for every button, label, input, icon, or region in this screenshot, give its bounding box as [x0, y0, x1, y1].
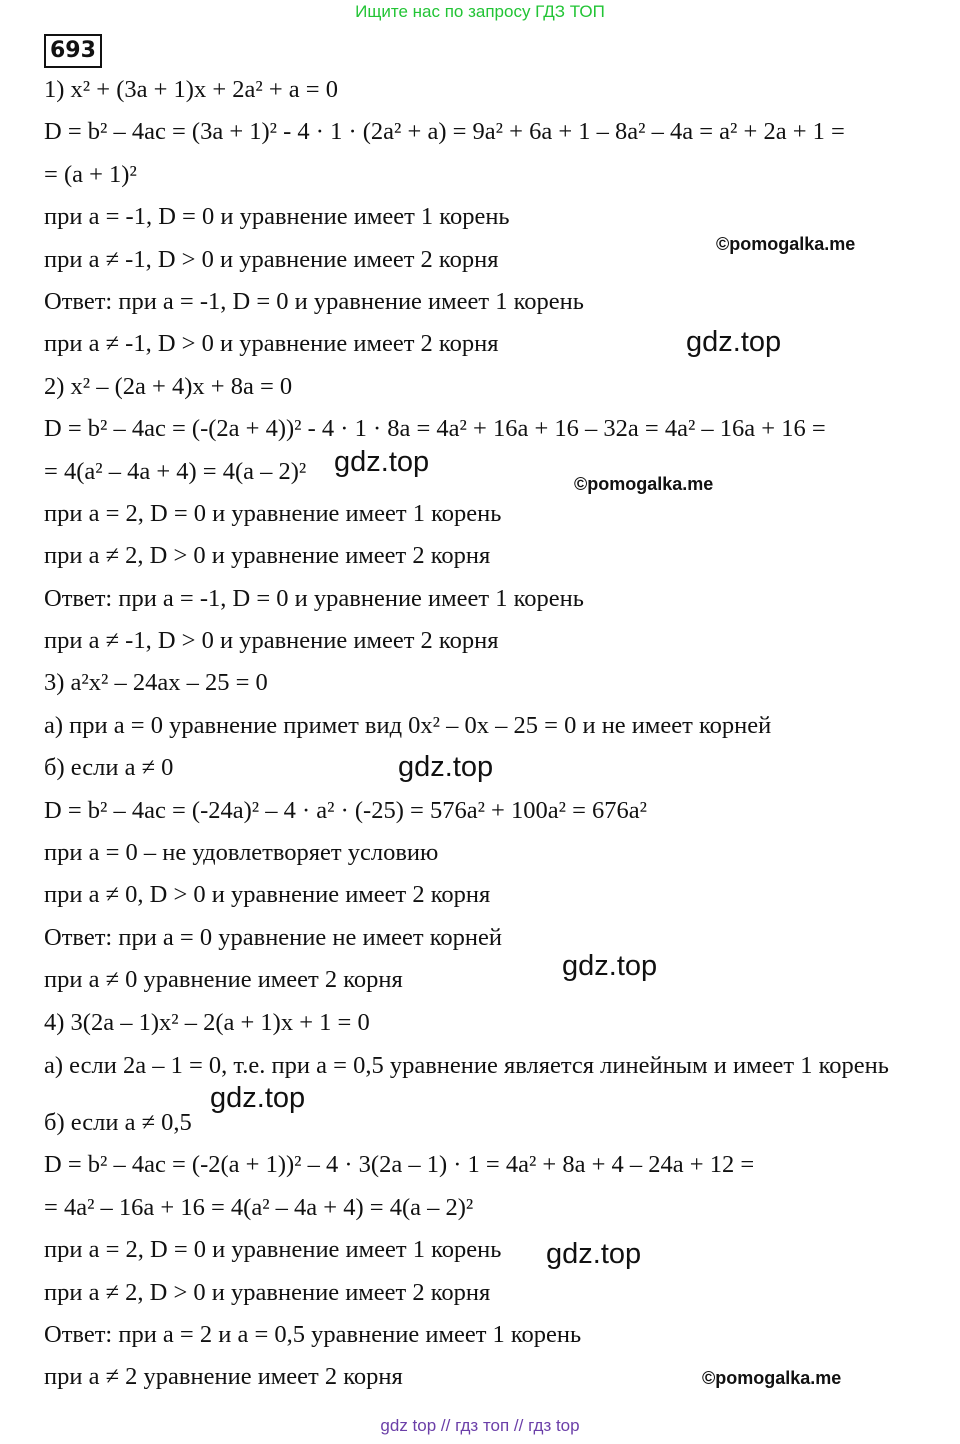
solution-text	[44, 76, 924, 1406]
pomogalka-watermark: ©pomogalka.me	[574, 474, 714, 494]
text-line: Ответ: при a = 0 уравнение не имеет корней	[44, 923, 502, 951]
text-line: при a ≠ -1, D > 0 и уравнение имеет 2 корня	[44, 245, 499, 273]
gdz-watermark: gdz.top	[686, 326, 782, 358]
gdz-watermark: gdz.top	[562, 950, 658, 982]
text-line: Ответ: при a = 2 и a = 0,5 уравнение имеет 1 корень	[44, 1320, 582, 1348]
gdz-watermark: gdz.top	[334, 446, 430, 478]
footer-links: gdz top // гдз топ // гдз top	[380, 1416, 580, 1435]
text-line: D = b² – 4ac = (-2(a + 1))² – 4 · 3(2a – 1) · 1 = 4a² + 8a + 4 – 24a + 12 =	[44, 1151, 755, 1179]
text-line: 4) 3(2a – 1)x² – 2(a + 1)x + 1 = 0	[44, 1008, 370, 1036]
text-line: при a ≠ -1, D > 0 и уравнение имеет 2 корня	[44, 627, 499, 655]
text-line: при a ≠ -1, D > 0 и уравнение имеет 2 корня	[44, 330, 499, 358]
text-line: при a = -1, D = 0 и уравнение имеет 1 корень	[44, 203, 510, 231]
text-line: при a = 2, D = 0 и уравнение имеет 1 корень	[44, 1236, 502, 1264]
text-line: а) при a = 0 уравнение примет вид 0x² – 0x – 25 = 0 и не имеет корней	[44, 711, 772, 739]
text-line: при a ≠ 0, D > 0 и уравнение имеет 2 корня	[44, 881, 491, 909]
gdz-watermark: gdz.top	[210, 1082, 306, 1114]
text-line: 2) x² – (2a + 4)x + 8a = 0	[44, 372, 293, 400]
text-line: при a ≠ 2 уравнение имеет 2 корня	[44, 1363, 403, 1391]
text-line: = (a + 1)²	[44, 160, 137, 188]
task-number: 693	[44, 34, 102, 68]
pomogalka-watermark: ©pomogalka.me	[702, 1368, 842, 1388]
text-line: D = b² – 4ac = (3a + 1)² - 4 · 1 · (2a² + a) = 9a² + 6a + 1 – 8a² – 4a = a² + 2a + 1 =	[44, 118, 845, 146]
text-line: Ответ: при a = -1, D = 0 и уравнение имеет 1 корень	[44, 287, 584, 315]
text-line: Ответ: при a = -1, D = 0 и уравнение имеет 1 корень	[44, 584, 584, 612]
gdz-watermark: gdz.top	[546, 1238, 642, 1270]
gdz-watermark: gdz.top	[398, 751, 494, 783]
text-line: при a ≠ 0 уравнение имеет 2 корня	[44, 966, 403, 994]
pomogalka-watermark: ©pomogalka.me	[716, 234, 856, 254]
text-line: 3) a²x² – 24ax – 25 = 0	[44, 669, 268, 697]
text-line: б) если a ≠ 0	[44, 754, 174, 782]
text-line: при a = 0 – не удовлетворяет условию	[44, 839, 439, 867]
text-line: 1) x² + (3a + 1)x + 2a² + a = 0	[44, 76, 338, 103]
text-line: D = b² – 4ac = (-(2a + 4))² - 4 · 1 · 8a = 4a² + 16a + 16 – 32a = 4a² – 16a + 16 =	[44, 415, 826, 443]
text-line: = 4(a² – 4a + 4) = 4(a – 2)²	[44, 457, 307, 485]
text-line: при a = 2, D = 0 и уравнение имеет 1 корень	[44, 499, 502, 527]
text-line: б) если a ≠ 0,5	[44, 1108, 192, 1136]
text-line: при a ≠ 2, D > 0 и уравнение имеет 2 корня	[44, 1278, 491, 1306]
text-line: при a ≠ 2, D > 0 и уравнение имеет 2 корня	[44, 542, 491, 570]
text-line: = 4a² – 16a + 16 = 4(a² – 4a + 4) = 4(a – 2)²	[44, 1193, 474, 1221]
search-banner: Ищите нас по запросу ГДЗ ТОП	[355, 2, 605, 21]
text-line: а) если 2a – 1 = 0, т.е. при a = 0,5 уравнение является линейным и имеет 1 корень	[44, 1051, 889, 1079]
text-line: D = b² – 4ac = (-24a)² – 4 · a² · (-25) = 576a² + 100a² = 676a²	[44, 796, 647, 824]
